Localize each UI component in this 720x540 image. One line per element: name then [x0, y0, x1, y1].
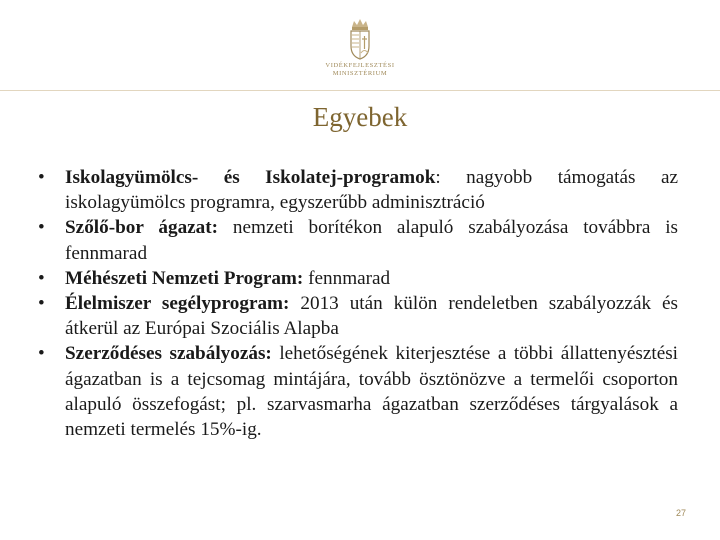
item-heading: Élelmiszer segélyprogram: [65, 293, 290, 315]
bullet-icon: • [38, 267, 45, 289]
item-heading: Méhészeti Nemzeti Program: [65, 267, 304, 289]
bullet-icon: • [38, 167, 45, 188]
page-number: 27 [676, 508, 687, 518]
item-text: : nagyobb támogatás az iskolagyümölcs programra, egyszerűbb adminisztráció [65, 167, 678, 214]
list-item [38, 341, 678, 442]
item-text: fennmarad [303, 267, 391, 289]
slide-title: Egyebek [312, 102, 408, 132]
ministry-line-1: VIDÉKFEJLESZTÉSI [325, 62, 395, 69]
list-item [38, 165, 678, 215]
coat-of-arms-icon [343, 18, 377, 60]
item-heading: Szőlő-bor ágazat: [65, 217, 219, 239]
bullet-icon: • [38, 217, 45, 239]
bullet-icon: • [38, 343, 45, 365]
list-item [38, 291, 678, 341]
ministry-line-2: MINISZTÉRIUM [332, 70, 388, 77]
ministry-logo [320, 18, 400, 84]
ministry-name [320, 62, 400, 78]
bullet-list [38, 165, 678, 442]
bullet-icon: • [38, 293, 45, 315]
item-text: 2013 után külön rendeletben szabályozzák és átkerül az Európai Szociális Alapba [65, 293, 678, 340]
header-divider [0, 90, 720, 91]
list-item [38, 215, 678, 265]
item-heading: Szerződéses szabályozás: [65, 343, 272, 365]
list-item [38, 266, 678, 291]
item-text: nemzeti borítékon alapuló szabályozása továbbra is fennmarad [65, 217, 679, 264]
item-heading: Iskolagyümölcs- és Iskolatej-programok [65, 167, 436, 188]
item-text: lehetőségének kiterjesztése a többi állattenyésztési ágazatban is a tejcsomag mintájára, tovább ösztönözve a termelői csoporton alapuló összefogást; pl. szarvasmarha ágazatban szerződéses tárgyalások a nemzeti termelés 15%-ig. [65, 343, 679, 441]
